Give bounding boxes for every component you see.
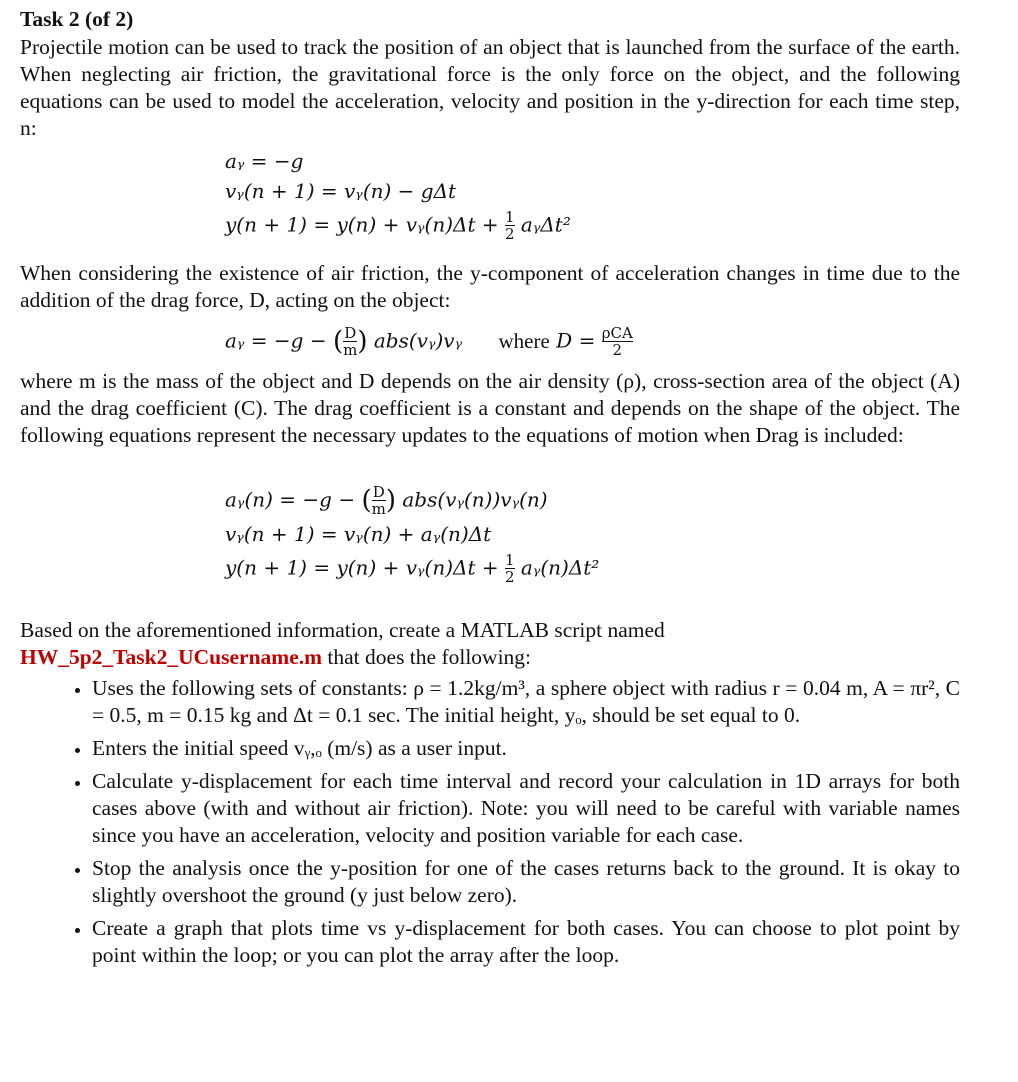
drag-accel-frac — [343, 326, 357, 358]
drag-description: where m is the mass of the object and D depends on the air density (ρ), cross-section area of the object (A) and the drag coefficient (C). The drag coefficient is a constant and depends on the shape of the object. The following equations represent the necessary updates to the equations of motion when Drag is included: — [20, 369, 960, 447]
eq-position — [225, 210, 571, 242]
frac-num: 1 — [504, 551, 515, 569]
eq-acceleration: aᵧ = −g — [225, 149, 304, 173]
frac-den: m — [371, 500, 386, 518]
eq-drag-position-half — [505, 553, 515, 585]
eq-velocity: vᵧ(n + 1) = vᵧ(n) − gΔt — [225, 179, 457, 203]
frac-num: D — [372, 483, 385, 501]
frac-num: D — [344, 324, 357, 342]
frac-num: ρCA — [601, 324, 633, 342]
task-intro-paragraph — [20, 617, 960, 671]
eq-drag-velocity: vᵧ(n + 1) = vᵧ(n) + aᵧ(n)Δt — [225, 522, 492, 546]
task-title: Task 2 (of 2) — [20, 7, 134, 31]
eq-drag-position-right: aᵧ(n)Δt² — [520, 555, 600, 580]
equations-with-drag — [20, 449, 960, 609]
intro-paragraph: Projectile motion can be used to track the position of an object that is launched from the surface of the earth. When neglecting air friction, the gravitational force is the only force on the object, and the following equations can be used to model the acceleration, velocity and position in the y-direction for each time step, n: — [20, 35, 960, 140]
eq-position-half — [505, 210, 515, 242]
requirements-list — [20, 675, 960, 969]
frac-num: 1 — [504, 208, 515, 226]
drag-accel-eq: aᵧ = −g − ( $\frac{D}{m}$ ) abs(vᵧ)vᵧ where D = $\frac{\text{ρCA}}{2}$ — [225, 324, 633, 359]
list-item: • Stop the analysis once the y-position for one of the cases returns back to the ground. It is okay to slightly overshoot the ground (y just below zero). — [92, 855, 960, 909]
drag-D-eq: D = — [556, 328, 596, 353]
drag-equation — [20, 314, 960, 366]
task-intro-text: Based on the aforementioned information, create a MATLAB script named — [20, 618, 665, 642]
eq-drag-accel-left: aᵧ(n) = −g − — [225, 487, 356, 512]
frac-den: m — [343, 341, 358, 359]
drag-D-frac — [602, 326, 633, 358]
eq-drag-accel-frac — [372, 485, 386, 517]
eq-drag-accel-right: abs(vᵧ(n))vᵧ(n) — [402, 487, 548, 512]
drag-accel-left: aᵧ = −g − — [225, 328, 327, 353]
eq-drag-position — [225, 553, 599, 585]
frac-den: 2 — [602, 341, 633, 358]
script-filename: HW_5p2_Task2_UCusername.m — [20, 645, 323, 669]
frac-den: 2 — [504, 225, 515, 243]
list-item: • Calculate y-displacement for each time interval and record your calculation in 1D arrays for both cases above (with and without air friction). Note: you will need to be careful with variable names since you have an acceleration, velocity and position variable for each case. — [92, 768, 960, 849]
list-item: • Create a graph that plots time vs y-displacement for both cases. You can choose to plot point by point within the loop; or you can plot the array after the loop. — [92, 915, 960, 969]
eq-drag-acceleration: aᵧ(n) = −g − ( $\frac{D}{m}$ ) abs(vᵧ(n))vᵧ(n) — [225, 483, 548, 518]
eq-position-right: aᵧΔt² — [520, 212, 571, 237]
where-label: where — [498, 328, 550, 353]
list-item: • Uses the following sets of constants: ρ = 1.2kg/m³, a sphere object with radius r = 0.04 m, A = πr², C = 0.5, m = 0.15 kg and Δt = 0.1 sec. The initial height, yₒ, should be set equal to 0. — [92, 675, 960, 729]
list-item: • Enters the initial speed vᵧ,ₒ (m/s) as a user input. — [92, 735, 960, 762]
task-document — [20, 6, 960, 975]
eq-drag-position-left: y(n + 1) = y(n) + vᵧ(n)Δt + — [225, 555, 499, 580]
drag-intro-paragraph: When considering the existence of air friction, the y-component of acceleration changes in time due to the addition of the drag force, D, acting on the object: — [20, 261, 960, 312]
drag-accel-right: abs(vᵧ)vᵧ — [373, 328, 463, 353]
eq-position-left: y(n + 1) = y(n) + vᵧ(n)Δt + — [225, 212, 499, 237]
equations-no-drag — [20, 142, 960, 260]
frac-den: 2 — [504, 568, 515, 586]
task-intro-tail: that does the following: — [322, 645, 532, 669]
